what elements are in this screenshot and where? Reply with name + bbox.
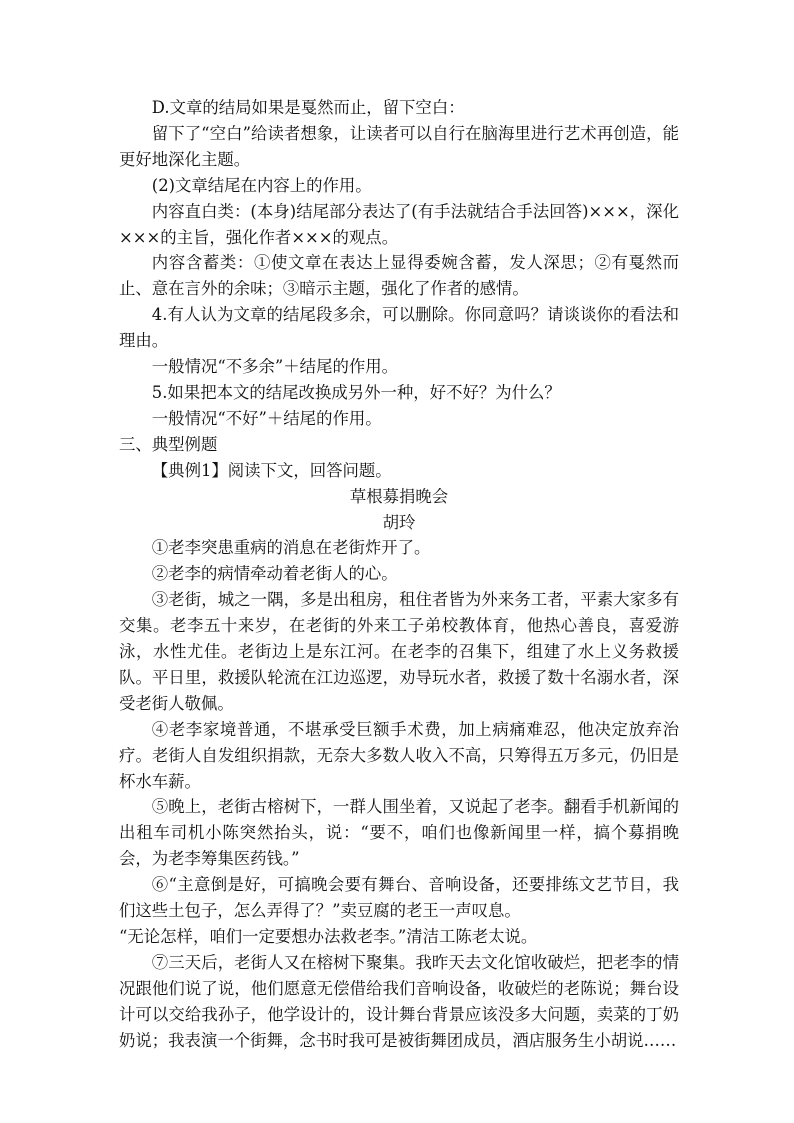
article-paragraph: “无论怎样，咱们一定要想办法救老李。”清洁工陈老太说。 xyxy=(119,927,538,946)
document-body xyxy=(119,95,679,1054)
article-author: 胡玲 xyxy=(382,512,416,532)
article-paragraph: ④老李家境普通，不堪承受巨额手术费，加上病痛难忍，他决定放弃治疗。老街人自发组织捐款，无奈大多数人收入不高，只筹得五万多元，仍旧是杯水车薪。 xyxy=(119,719,679,791)
paragraph: 留下了“空白”给读者想象，让读者可以自行在脑海里进行艺术再创造，能更好地深化主题。 xyxy=(119,123,679,169)
question: 5.如果把本文的结尾改换成另外一种，好不好？为什么？ xyxy=(151,382,561,402)
section-heading: (2)文章结尾在内容上的作用。 xyxy=(151,175,372,195)
article-paragraph: ②老李的病情牵动着老街人的心。 xyxy=(151,564,398,584)
example-label: 【典例1】阅读下文，回答问题。 xyxy=(151,460,392,480)
article-paragraph: ⑥“主意倒是好，可搞晚会要有舞台、音响设备，还要排练文艺节目，我们这些土包子，怎么弄得了？”卖豆腐的老王一声叹息。 xyxy=(119,875,679,921)
paragraph: 内容含蓄类：①使文章在表达上显得委婉含蓄，发人深思；②有戛然而止、意在言外的余味；③暗示主题，强化了作者的感情。 xyxy=(119,253,679,299)
question: 4.有人认为文章的结尾段多余，可以删除。你同意吗？请谈谈你的看法和理由。 xyxy=(119,305,679,351)
article-paragraph: ⑤晚上，老街古榕树下，一群人围坐着，又说起了老李。翻看手机新闻的出租车司机小陈突然抬头，说：“要不，咱们也像新闻里一样，搞个募捐晚会，为老李筹集医药钱。” xyxy=(119,797,679,869)
section-heading: 三、典型例题 xyxy=(119,434,218,454)
article-paragraph: ⑦三天后，老街人又在榕树下聚集。我昨天去文化馆收破烂，把老李的情况跟他们说了说，他们愿意无偿借给我们音响设备，收破烂的老陈说；舞台设计可以交给我孙子，他学设计的，设计舞台背景应该没多大问题，卖菜的丁奶奶说；我表演一个街舞，念书时我可是被街舞团成员，酒店服务生小胡说…… xyxy=(119,952,679,1050)
answer: 一般情况“不好”＋结尾的作用。 xyxy=(151,408,382,428)
article-title: 草根募捐晚会 xyxy=(349,486,449,506)
paragraph: D.文章的结局如果是戛然而止，留下空白： xyxy=(151,98,465,117)
article-paragraph: ①老李突患重病的消息在老街炸开了。 xyxy=(151,538,431,558)
article-paragraph: ③老街，城之一隅，多是出租房，租住者皆为外来务工者，平素大家多有交集。老李五十来岁，在老街的外来工子弟校教体育，他热心善良，喜爱游泳，水性尤佳。老街边上是东江河。在老李的召集下，组建了水上义务救援队。平日里，救援队轮流在江边巡逻，劝导玩水者，救援了数十名溺水者，深受老街人敬佩。 xyxy=(119,590,679,713)
answer: 一般情况“不多余”＋结尾的作用。 xyxy=(151,357,399,377)
paragraph: 内容直白类：(本身)结尾部分表达了(有手法就结合手法回答)×××，深化×××的主旨，强化作者×××的观点。 xyxy=(119,201,679,247)
